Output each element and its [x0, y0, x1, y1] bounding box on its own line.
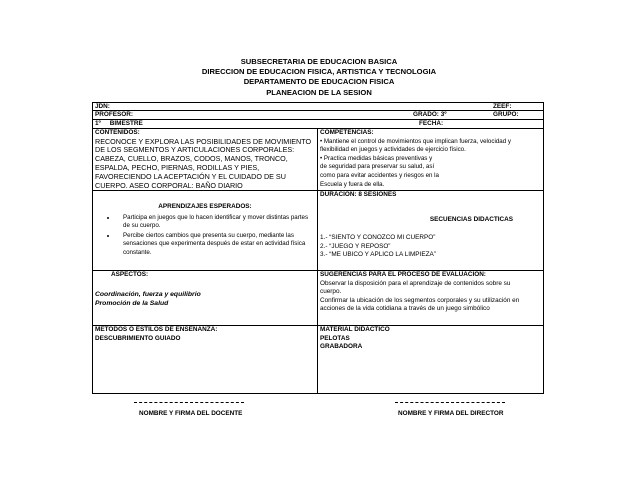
row-profesor	[92, 111, 544, 120]
header-line-3: DEPARTAMENTO DE EDUCACION FISICA	[243, 77, 395, 87]
director-signature-label: NOMBRE Y FIRMA DEL DIRECTOR	[398, 410, 504, 417]
row-bimestre	[92, 120, 544, 129]
director-signature-line	[395, 402, 505, 403]
aprendizajes-cell	[93, 191, 318, 270]
competencia-line: Escuela y fuera de ella.	[320, 180, 385, 188]
competencia-line: • Mantiene el control de movimientos que implican fuerza, velocidad y	[320, 137, 511, 145]
grupo-field[interactable]: GRUPO:	[493, 111, 519, 118]
aspecto-item: Promoción de la Salud	[95, 300, 169, 308]
zeef-field[interactable]: ZEEF:	[493, 102, 512, 110]
contenidos-cell	[93, 129, 318, 190]
row-metodos	[92, 326, 544, 394]
duracion-label: DURACION: 8 SESIONES	[320, 191, 397, 198]
metodos-cell	[93, 326, 318, 393]
contenidos-text: RECONOCE Y EXPLORA LAS POSIBILIDADES DE MOVIMIENTO DE LOS SEGMENTOS Y ARTICULACIONES CORPORALES: CABEZA, CUELLO, BRAZOS, CODOS, MANOS, TRONCO, ESPALDA, PECHO, PIERNAS, RODILLAS Y PIES, FAVORECIENDO LA ACEPTACIÓN Y EL CUIDADO DE SU CUERPO. ASEO CORPORAL: BAÑO DIARIO	[95, 136, 312, 190]
row-aprendizajes	[92, 191, 544, 271]
contenidos-label: CONTENIDOS:	[95, 129, 140, 136]
list-item: GRABADORA	[320, 343, 363, 351]
metodos-value: DESCUBRIMIENTO GUIADO	[95, 334, 181, 342]
competencia-line: de seguridad para preservar su salud, así	[320, 163, 435, 171]
competencia-line: como para evitar accidentes y riesgos en la	[320, 171, 439, 179]
sugerencia-line: acciones de la vida cotidiana a través de un juego simbólico	[320, 305, 490, 313]
list-item: • Participa en juegos que lo hacen identificar y mover distintas partes de su cuerpo.	[117, 214, 315, 231]
row-aspectos	[92, 271, 544, 326]
jdn-field[interactable]: JDN:	[95, 102, 110, 110]
header-line-2: DIRECCION DE EDUCACION FISICA, ARTISTICA Y TECNOLOGIA	[201, 67, 437, 77]
docente-signature-line	[134, 402, 244, 403]
metodos-label: METODOS O ESTILOS DE ENSEÑANZA:	[95, 326, 218, 333]
list-item: 2.- “JUEGO Y REPOSO”	[320, 242, 391, 250]
duracion-cell	[318, 191, 543, 270]
document-header	[0, 57, 638, 98]
list-item: • Percibe ciertos cambios que presenta su cuerpo, mediante las sensaciones que experimenta después de estar en actividad física constante.	[117, 232, 315, 258]
aspectos-list	[95, 290, 315, 310]
aspectos-cell	[93, 271, 318, 325]
competencia-line: flexibilidad en juegos y actividades de ejercicio físico.	[320, 146, 466, 154]
list-item: PELOTAS	[320, 334, 350, 342]
aspectos-label: ASPECTOS:	[111, 271, 149, 278]
aprendizajes-title: APRENDIZAJES ESPERADOS:	[158, 203, 252, 210]
sugerencias-label: SUGERENCIAS PARA EL PROCESO DE EVALUACION:	[320, 271, 486, 278]
competencia-line: • Practica medidas básicas preventivas y	[320, 154, 433, 162]
sugerencia-line: cuerpo.	[320, 288, 342, 296]
profesor-field[interactable]: PROFESOR:	[95, 111, 133, 118]
competencias-label: COMPETENCIAS:	[320, 129, 374, 136]
fecha-field[interactable]: FECHA:	[419, 120, 444, 127]
header-line-1: SUBSECRETARIA DE EDUCACION BASICA	[240, 57, 398, 66]
header-line-4: PLANEACION DE LA SESION	[266, 87, 372, 97]
bimestre-field[interactable]: 1º BIMESTRE	[95, 120, 143, 127]
aspecto-item: Coordinación, fuerza y equilibrio	[95, 290, 201, 298]
competencias-cell	[318, 129, 543, 190]
sugerencia-line: Confirmar la ubicación de los segmentos corporales y su utilización en	[320, 296, 520, 304]
sugerencias-cell	[318, 271, 543, 325]
list-item: 1.- “SIENTO Y CONOZCO MI CUERPO”	[320, 234, 436, 242]
docente-signature-label: NOMBRE Y FIRMA DEL DOCENTE	[139, 410, 243, 417]
list-item: 3.- “ME UBICO Y APLICO LA LIMPIEZA”	[320, 251, 436, 259]
row-jdn	[92, 102, 544, 111]
secuencias-list	[320, 234, 541, 260]
sugerencia-line: Observar la disposición para el aprendizaje de contenidos sobre su	[320, 279, 511, 287]
row-contenidos	[92, 129, 544, 191]
grado-field[interactable]: GRADO: 3º	[413, 111, 447, 118]
material-cell	[318, 326, 543, 393]
secuencias-title: SECUENCIAS DIDACTICAS	[429, 215, 513, 223]
aprendizajes-list	[95, 214, 315, 258]
material-label: MATERIAL DIDACTICO	[320, 326, 390, 333]
planning-form	[92, 102, 544, 394]
